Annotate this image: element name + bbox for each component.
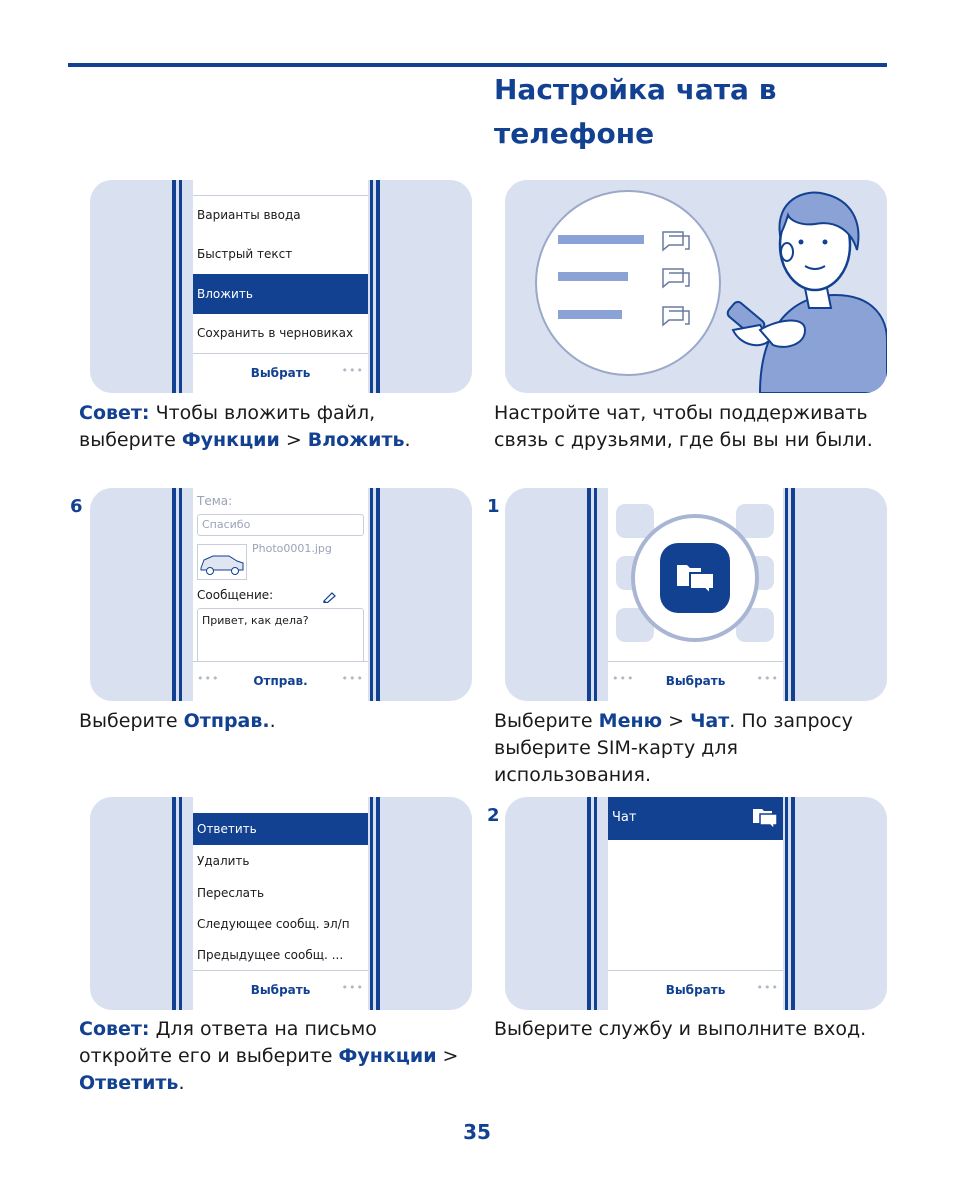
page-title: Настройка чата в телефоне [494,73,777,150]
menu-item-delete[interactable]: Удалить [197,854,250,868]
chat-app-button[interactable] [660,543,730,613]
phone-frame-left [172,797,184,1010]
panel-menu-chat [505,488,887,701]
softkey-bar [193,661,368,701]
phone-frame-left [587,488,599,701]
menu-item-next-message[interactable]: Следующее сообщ. эл/п [197,917,350,931]
softkey-bar [193,970,368,1010]
menu-item-attach[interactable]: Вложить [193,274,368,314]
person-with-phone-illustration [505,180,887,393]
menu-item-forward[interactable]: Переслать [197,886,265,900]
chat-header-title: Чат [612,810,637,825]
caption-send: Выберите Отправ.. [79,710,276,732]
softkey-select[interactable]: Выбрать [665,674,726,688]
softkey-options-icon[interactable]: ••• [756,672,779,685]
phone-frame-right [783,488,795,701]
panel-chat-service [505,797,887,1010]
menu-item-previous-message[interactable]: Предыдущее сообщ. ... [197,948,344,962]
subject-label: Тема: [197,494,233,508]
softkey-bar [193,353,368,393]
phone-screen [608,797,783,1010]
menu-item-quick-text[interactable]: Быстрый текст [197,247,293,261]
phone-frame-right [368,180,380,393]
softkey-select[interactable]: Выбрать [250,366,311,380]
caption-reply-tip: Совет: Для ответа на письмо откройте его и выберите Функции > Ответить. [79,1018,459,1094]
message-label: Сообщение: [197,588,274,602]
step-number-6: 6 [70,496,83,517]
softkey-options-icon[interactable]: ••• [756,981,779,994]
top-rule [68,63,887,67]
phone-frame-left [172,488,184,701]
softkey-options-icon[interactable]: ••• [341,364,364,377]
softkey-send[interactable]: Отправ. [253,674,308,688]
caption-menu-chat: Выберите Меню > Чат. По запросу выберите SIM-карту для использования. [494,710,853,786]
softkey-left-icon[interactable]: ••• [197,672,220,685]
caption-chat-intro: Настройте чат, чтобы поддерживать связь с друзьями, где бы вы ни были. [494,402,873,451]
phone-frame-right [368,488,380,701]
softkey-select[interactable]: Выбрать [665,983,726,997]
phone-screen [193,797,368,1010]
chat-header [608,797,783,840]
panel-chat-illustration [505,180,887,393]
menu-item-input-options[interactable]: Варианты ввода [197,208,301,222]
message-input[interactable]: Привет, как дела? [197,608,364,668]
panel-reply-menu [90,797,472,1010]
step-number-1: 1 [487,496,500,517]
menu-item-reply[interactable]: Ответить [193,813,368,845]
softkey-bar [608,970,783,1010]
attachment-name: Photo0001.jpg [252,542,332,555]
softkey-options-icon[interactable]: ••• [341,672,364,685]
page-number: 35 [463,1120,491,1144]
softkey-left-icon[interactable]: ••• [612,672,635,685]
panel-send-message [90,488,472,701]
panel-attach-menu [90,180,472,393]
subject-input[interactable]: Спасибо [197,514,364,536]
phone-screen [193,180,368,393]
phone-frame-right [368,797,380,1010]
caption-attach-tip: Совет: Чтобы вложить файл, выберите Функции > Вложить. [79,402,411,451]
caption-chat-service: Выберите службу и выполните вход. [494,1018,867,1040]
chat-bubbles-icon [660,543,730,613]
softkey-select[interactable]: Выбрать [250,983,311,997]
phone-frame-left [172,180,184,393]
softkey-options-icon[interactable]: ••• [341,981,364,994]
phone-frame-right [783,797,795,1010]
softkey-bar [608,661,783,701]
chat-bubbles-icon [751,806,779,830]
phone-frame-left [587,797,599,1010]
menu-item-save-draft[interactable]: Сохранить в черновиках [197,326,354,340]
step-number-2: 2 [487,805,500,826]
pencil-icon [323,591,337,603]
phone-screen [608,488,783,701]
phone-screen [193,488,368,701]
car-photo-icon[interactable] [197,544,247,580]
